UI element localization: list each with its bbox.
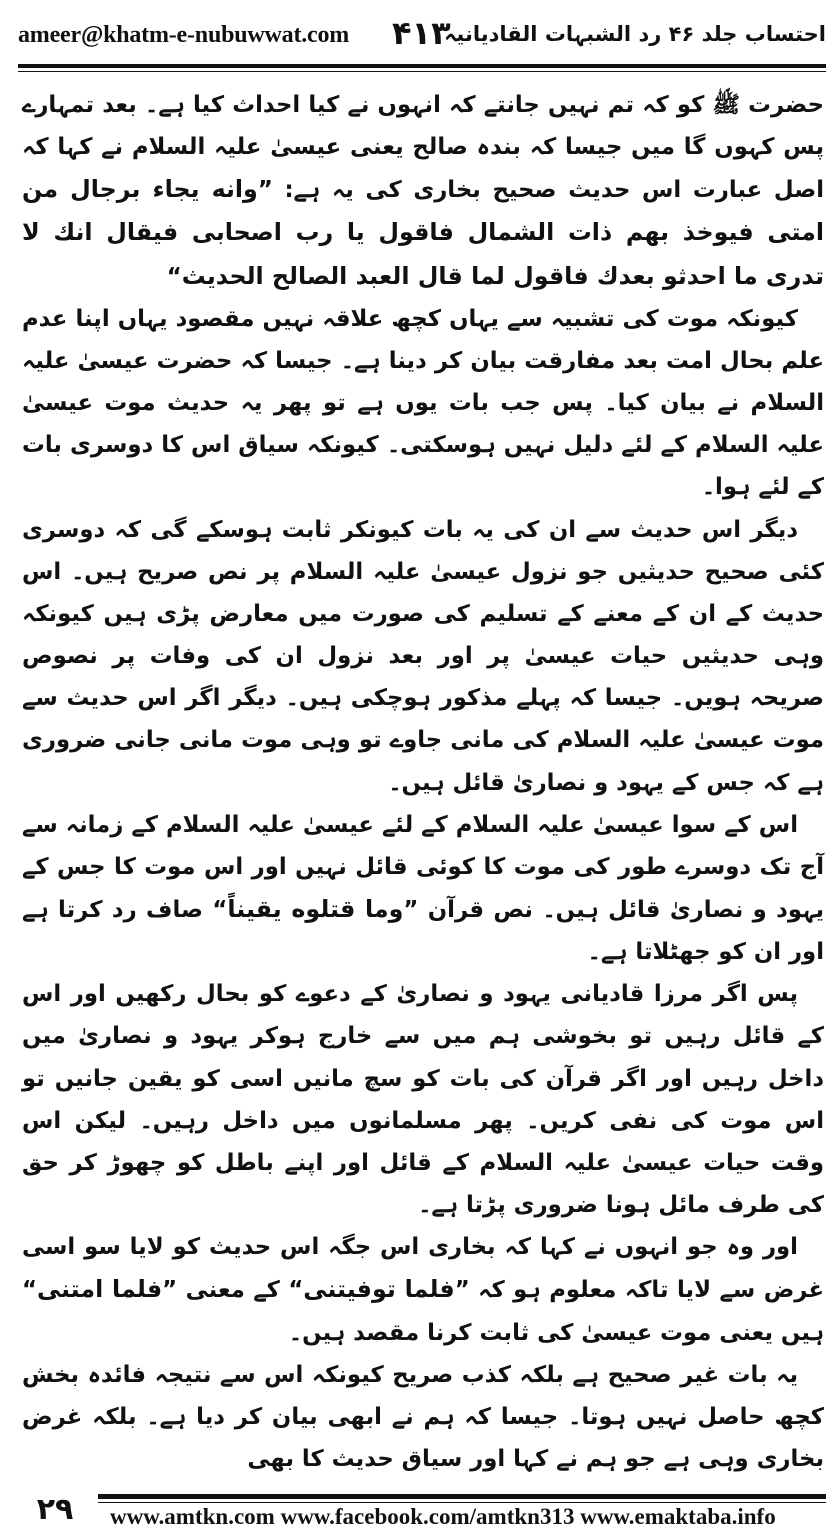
paragraph: [22, 84, 824, 298]
urdu-text: “: [166, 263, 182, 290]
arabic-quote: وما قتلوه يقيناً: [227, 894, 404, 923]
paragraph: [22, 973, 824, 1226]
paragraph: [22, 1354, 824, 1480]
urdu-text: دیگر اس حدیث سے ان کی یہ بات کیونکر ثابت ہوسکے گی کہ دوسری کئی صحیح حدیثیں جو نزول عیسیٰ علیہ السلام پر نص صریح ہیں۔ اس حدیث کے ان کے معنے کے تسلیم کی صورت میں معارض پڑی ہیں کیونکہ وہی حدیثیں حیات عیسیٰ پر اور بعد نزول ان کی وفات پر نصوص صریحہ ہویں۔ جیسا کہ پہلے مذکور ہوچکی ہیں۔ دیگر اگر اس حدیث سے موت عیسیٰ علیہ السلام کی مانی جاوے تو وہی موت مانی جانی ضروری ہے کہ جس کے یہود و نصاریٰ قائل ہیں۔: [22, 516, 824, 796]
header-page-number: ۴۱۳: [392, 14, 451, 52]
urdu-text: یہ بات غیر صحیح ہے بلکہ کذب صریح کیونکہ اس سے نتیجہ فائدہ بخش کچھ حاصل نہیں ہوتا۔ جیسا کہ ہم نے ابھی بیان کر دیا ہے۔ بلکہ غرض بخاری وہی ہے جو ہم نے کہا اور سیاق حدیث کا بھی: [22, 1361, 824, 1472]
paragraph: [22, 509, 824, 804]
footer-rule-thin: [98, 1502, 826, 1503]
page-header: [18, 8, 826, 66]
footer-links[interactable]: www.amtkn.com www.facebook.com/amtkn313 www.emaktaba.info: [110, 1504, 776, 1529]
page-footer: [18, 1490, 826, 1534]
header-rule-thin: [18, 71, 826, 72]
paragraph: [22, 298, 824, 509]
header-email[interactable]: ameer@khatm-e-nubuwwat.com: [18, 22, 350, 48]
footer-rule: [98, 1494, 826, 1499]
footer-page-number: ۲۹: [36, 1492, 74, 1527]
paragraph: [22, 1226, 824, 1353]
urdu-text: “ کے معنی ”: [162, 1277, 304, 1304]
arabic-quote: وانه يجاء برجال من امتى فيوخذ بهم ذات الشمال فاقول يا رب اصحابى فيقال انك لا تدرى ما احدثو بعدك فاقول لما قال العبد الصالح الحديث: [22, 175, 824, 290]
paragraph: [22, 804, 824, 974]
urdu-text: “ ہیں یعنی موت عیسیٰ کی ثابت کرنا مقصد ہیں۔: [22, 1277, 824, 1346]
header-title: احتساب جلد ۴۶ رد الشبہات القادیانیہ: [444, 22, 826, 46]
urdu-text: اس کے سوا عیسیٰ علیہ السلام کے لئے عیسیٰ علیہ السلام کے زمانہ سے آج تک دوسرے طور کی موت کا کوئی قائل نہیں اور اس موت کا جس کے یہود و نصاریٰ قائل ہیں۔ نص قرآن ”: [22, 811, 824, 923]
urdu-text: “ صاف رد کرتا ہے اور ان کو جھٹلاتا ہے۔: [22, 896, 824, 966]
urdu-text: حضرت ﷺ کو کہ تم نہیں جانتے کہ انہوں نے کیا احداث کیا ہے۔ بعد تمہارے پس کہوں گا میں جیسا کہ بندہ صالح یعنی عیسیٰ علیہ السلام نے کہا کہ اصل عبارت اس حدیث صحیح بخاری کی یہ ہے: ”: [22, 92, 824, 204]
arabic-quote: فلما توفيتنى: [303, 1275, 455, 1304]
urdu-text: پس اگر مرزا قادیانی یہود و نصاریٰ کے دعوے کو بحال رکھیں اور اس کے قائل رہیں تو بخوشی ہم میں سے خارج ہوکر یہود و نصاریٰ میں داخل رہیں اور اگر قرآن کی بات کو سچ مانیں اسی کو یقین جانیں تو اس موت کی نفی کریں۔ پھر مسلمانوں میں داخل رہیں۔ لیکن اس وقت حیات عیسیٰ علیہ السلام کے قائل اور اپنے باطل کو چھوڑ کر حق کی طرف مائل ہونا ضروری پڑتا ہے۔: [22, 981, 824, 1219]
header-rule: [18, 64, 826, 68]
urdu-text: اور وہ جو انہوں نے کہا کہ بخاری اس جگہ اس حدیث کو لایا سو اسی غرض سے لایا تاکہ معلوم ہو کہ ”: [22, 1234, 824, 1304]
urdu-text: کیونکہ موت کی تشبیہ سے یہاں کچھ علاقہ نہیں مقصود یہاں اپنا عدم علم بحال امت بعد مفارقت بیان کر دینا ہے۔ جیسا کہ حضرت عیسیٰ علیہ السلام نے بیان کیا۔ پس جب بات یوں ہے تو پھر یہ حدیث موت عیسیٰ علیہ السلام کے لئے دلیل نہیں ہوسکتی۔ کیونکہ سیاق اس کا دوسری بات کے لئے ہوا۔: [22, 305, 824, 501]
body-text: [22, 84, 824, 1480]
arabic-quote: فلما امتنى: [36, 1275, 163, 1304]
